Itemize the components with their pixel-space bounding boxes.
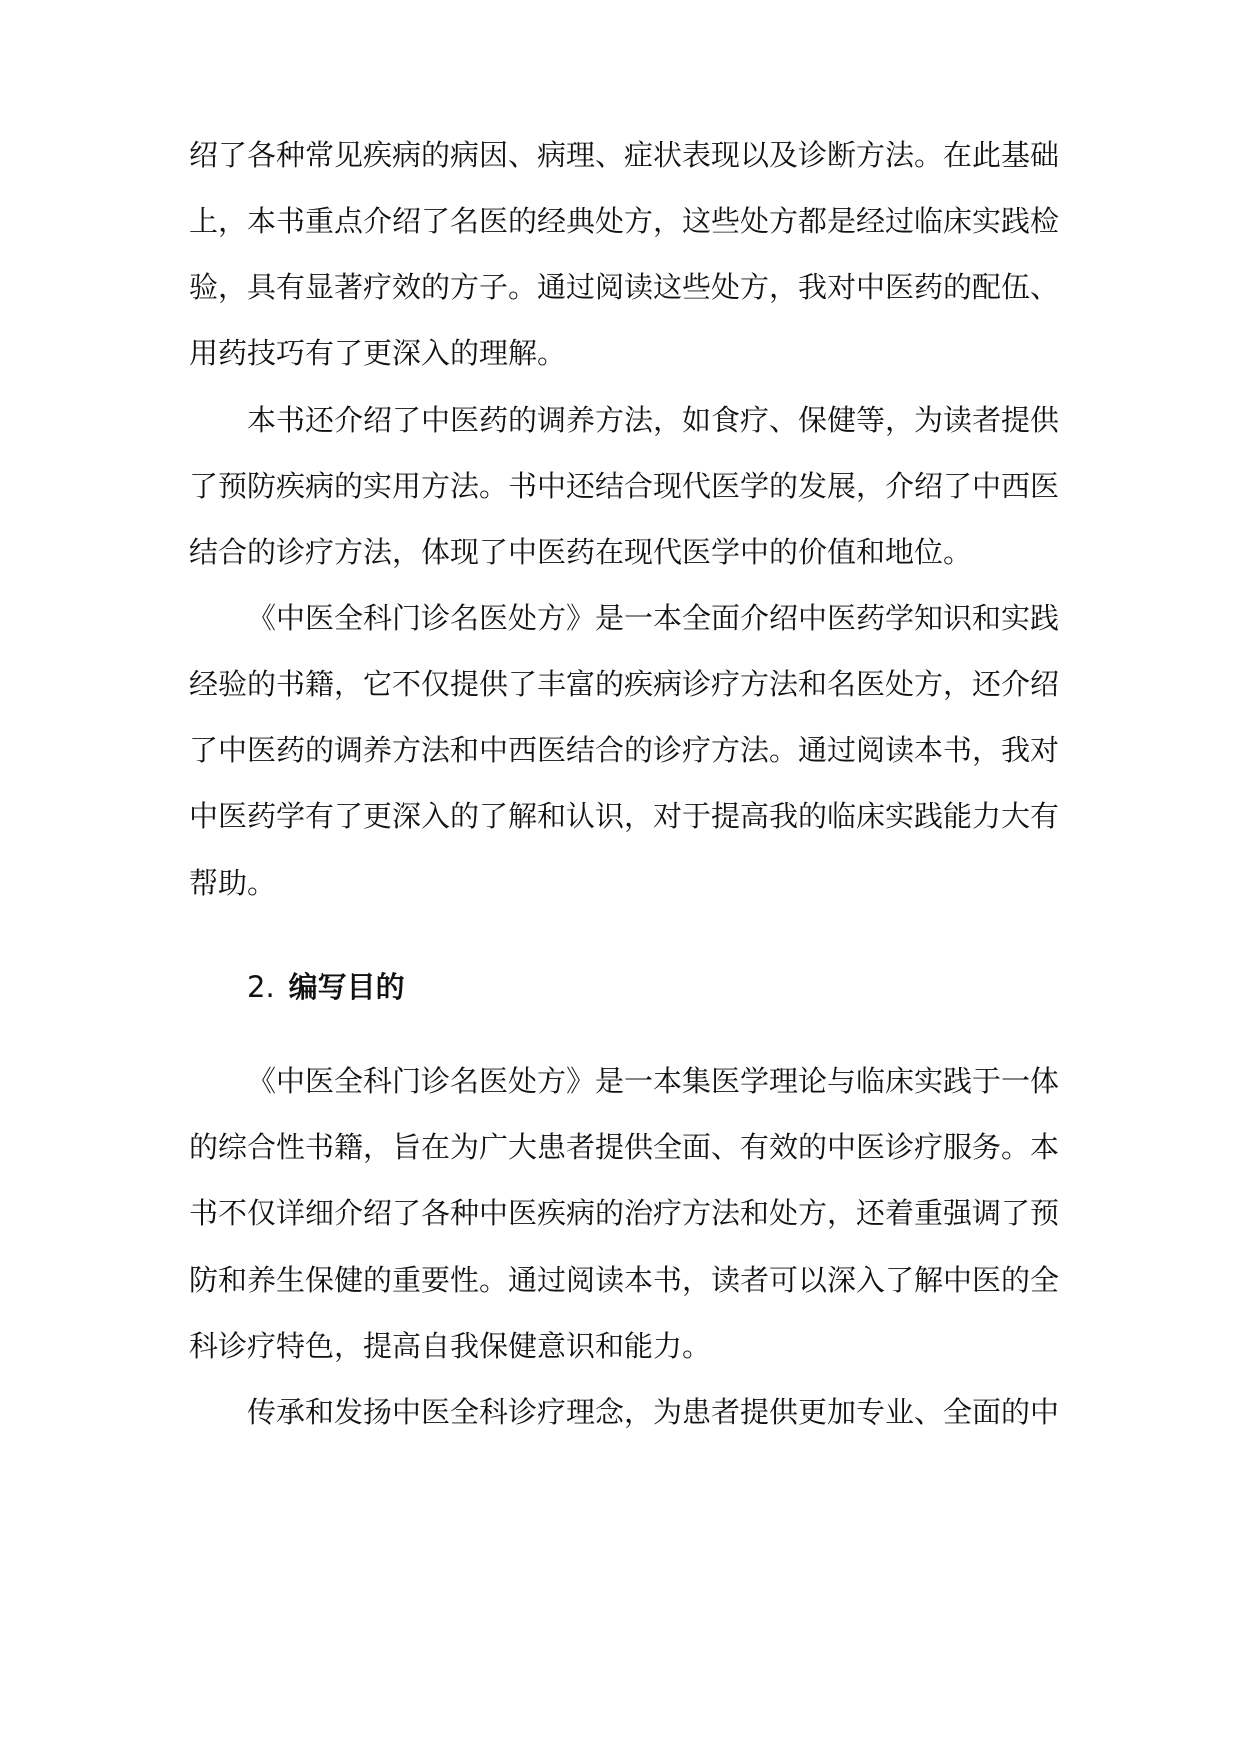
section-paragraph-1-line-5: 科诊疗特色，提高自我保健意识和能力。	[189, 1329, 712, 1363]
paragraph-2-line-3: 结合的诊疗方法，体现了中医药在现代医学中的价值和地位。	[189, 535, 973, 569]
paragraph-3-line-4: 中医药学有了更深入的了解和认识，对于提高我的临床实践能力大有	[189, 799, 1060, 833]
paragraph-1-line-2: 上，本书重点介绍了名医的经典处方，这些处方都是经过临床实践检	[189, 204, 1060, 238]
section-paragraph-2-line-1: 传承和发扬中医全科诊疗理念，为患者提供更加专业、全面的中	[247, 1395, 1060, 1429]
paragraph-2-line-2: 了预防疾病的实用方法。书中还结合现代医学的发展，介绍了中西医	[189, 469, 1060, 503]
section-paragraph-1-line-2: 的综合性书籍，旨在为广大患者提供全面、有效的中医诊疗服务。本	[189, 1130, 1060, 1164]
paragraph-1-line-3: 验，具有显著疗效的方子。通过阅读这些处方，我对中医药的配伍、	[189, 270, 1060, 304]
paragraph-1-line-4: 用药技巧有了更深入的理解。	[189, 336, 567, 370]
section-paragraph-1-line-3: 书不仅详细介绍了各种中医疾病的治疗方法和处方，还着重强调了预	[189, 1196, 1060, 1230]
paragraph-1-line-1: 绍了各种常见疾病的病因、病理、症状表现以及诊断方法。在此基础	[189, 138, 1060, 172]
section-title: 编写目的	[288, 970, 405, 1004]
section-paragraph-1-line-4: 防和养生保健的重要性。通过阅读本书，读者可以深入了解中医的全	[189, 1263, 1060, 1297]
section-number: 2.	[247, 970, 275, 1004]
section-heading	[247, 965, 405, 1009]
paragraph-3-line-1: 《中医全科门诊名医处方》是一本全面介绍中医药学知识和实践	[247, 601, 1060, 635]
paragraph-3-line-5: 帮助。	[189, 866, 277, 900]
paragraph-3-line-2: 经验的书籍，它不仅提供了丰富的疾病诊疗方法和名医处方，还介绍	[189, 667, 1060, 701]
section-paragraph-1-line-1: 《中医全科门诊名医处方》是一本集医学理论与临床实践于一体	[247, 1064, 1060, 1098]
paragraph-2-line-1: 本书还介绍了中医药的调养方法，如食疗、保健等，为读者提供	[247, 403, 1060, 437]
paragraph-3-line-3: 了中医药的调养方法和中西医结合的诊疗方法。通过阅读本书，我对	[189, 733, 1060, 767]
